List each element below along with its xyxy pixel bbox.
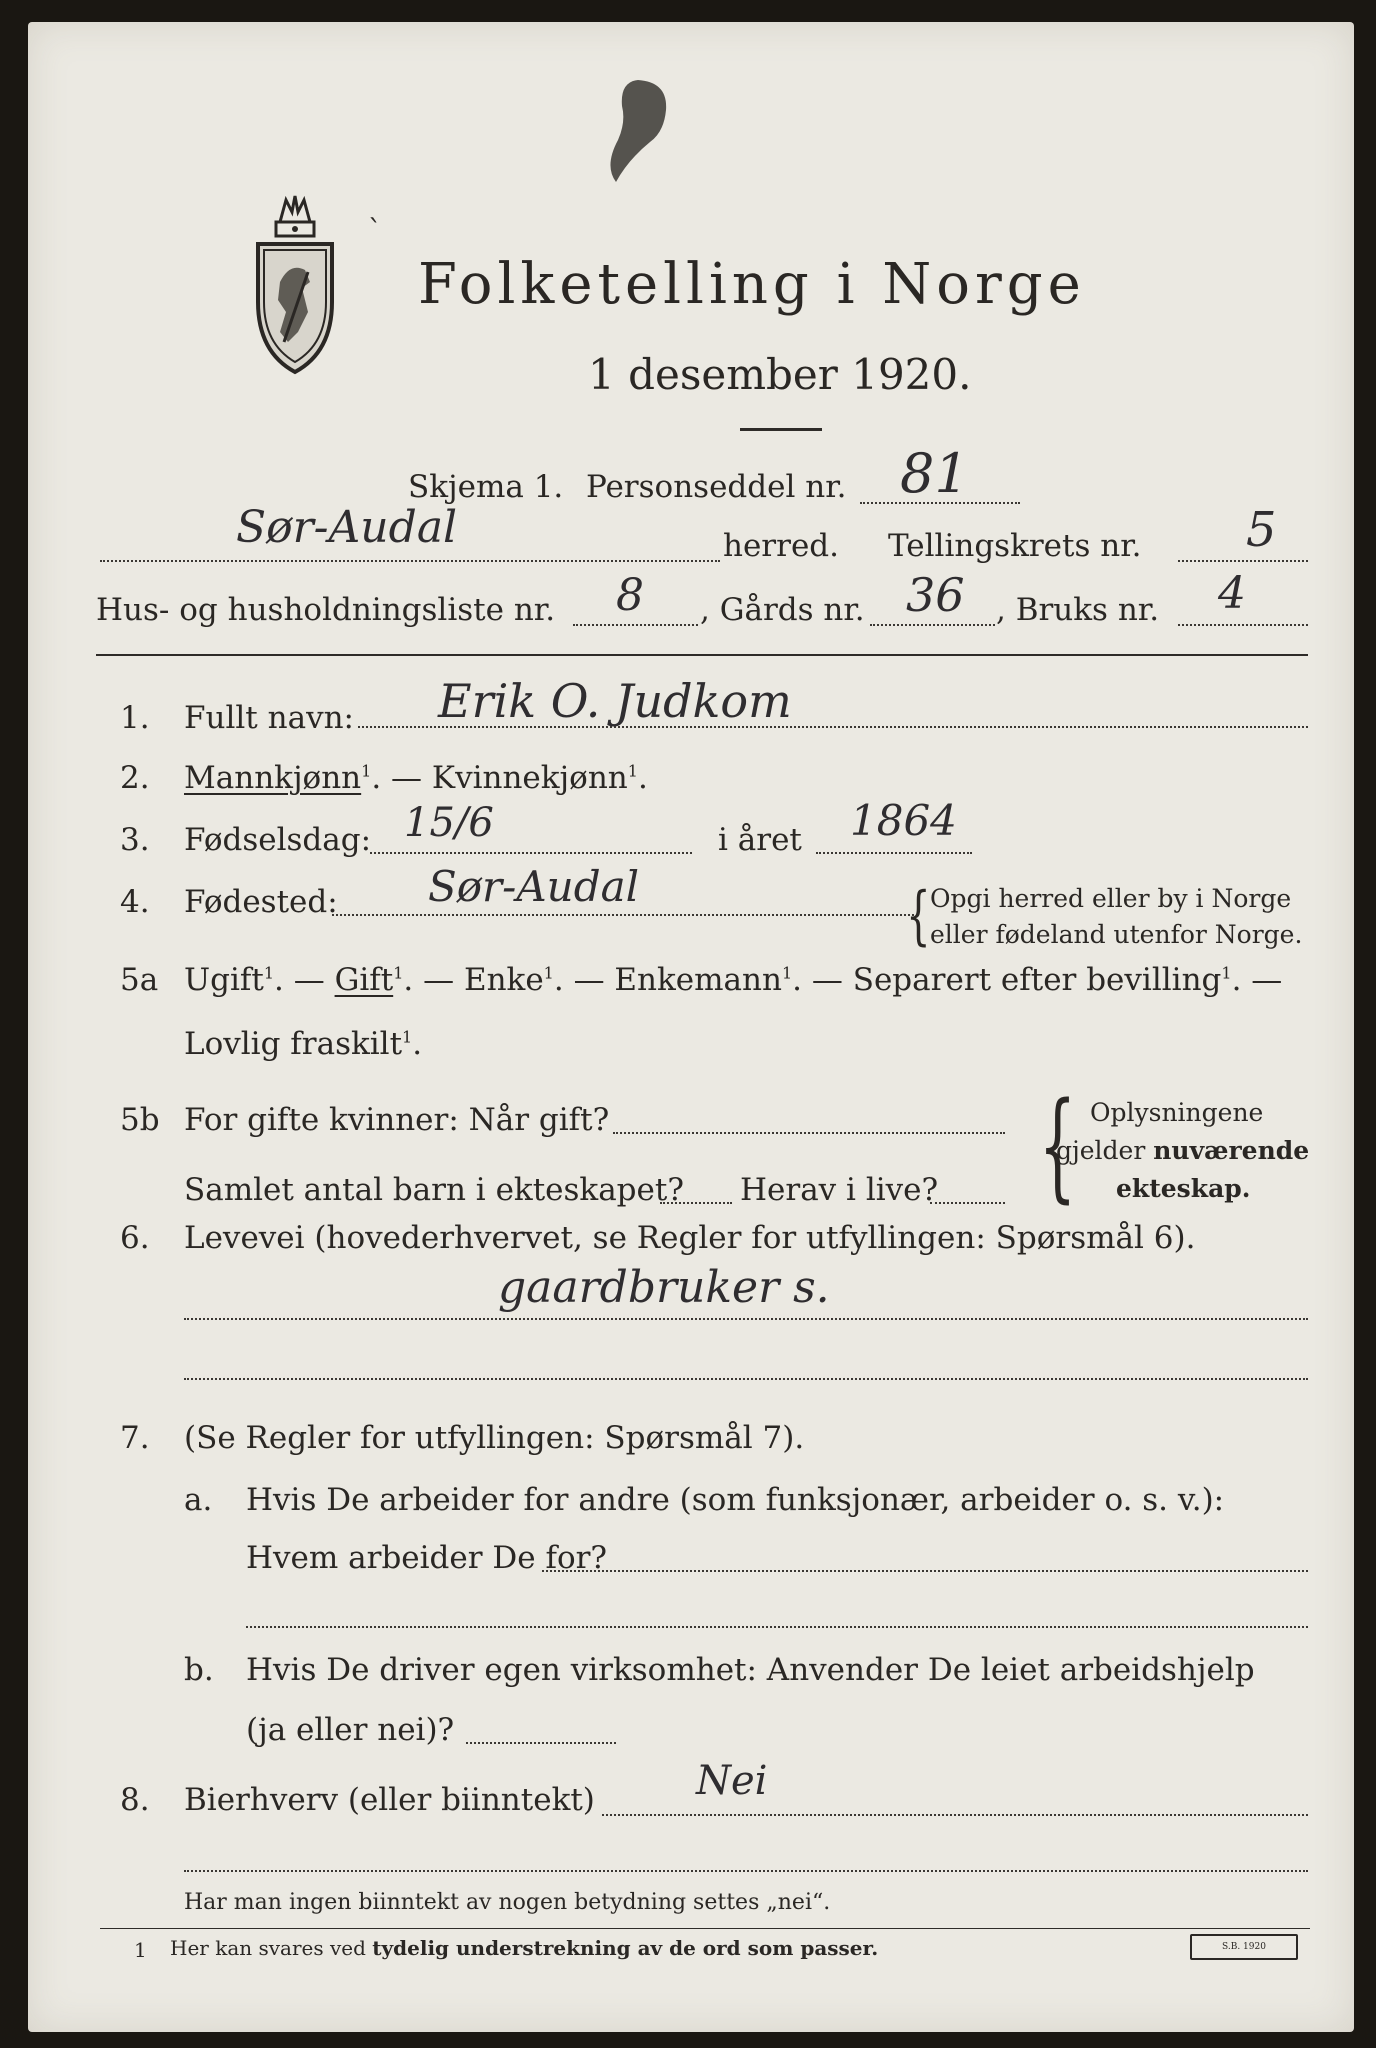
q5b-number: 5b	[120, 1102, 160, 1138]
hus-value: 8	[616, 570, 644, 621]
q8-note: Har man ingen biinntekt av nogen betydning settes „nei“.	[184, 1890, 831, 1915]
header-divider	[96, 654, 1308, 656]
q7-label: (Se Regler for utfyllingen: Spørsmål 7).	[184, 1420, 805, 1456]
q5a-options: Ugift$^1$. — Gift$^1$. — Enke$^1$. — Enkemann$^1$. — Separert efter bevilling$^1$. —	[184, 962, 1283, 998]
footnote-number: 1	[134, 1938, 147, 1962]
q4-line	[332, 914, 914, 916]
q1-number: 1.	[120, 700, 150, 736]
q5b-barn-line	[660, 1202, 732, 1204]
q2-kvinnekjonn: Kvinnekjønn	[431, 760, 628, 796]
q3-year-label: i året	[718, 822, 802, 858]
hus-line	[573, 624, 698, 626]
norwegian-coat-of-arms-icon	[250, 192, 340, 404]
herred-label: herred.	[723, 528, 839, 564]
q6-value: gaardbruker s.	[498, 1262, 830, 1313]
q7-number: 7.	[120, 1420, 150, 1456]
q2-options: Mannkjønn$^1$. — Kvinnekjønn$^1$.	[184, 760, 648, 796]
hus-label: Hus- og husholdningsliste nr.	[96, 592, 556, 628]
personseddel-value: 81	[900, 442, 969, 505]
q5a-number: 5a	[120, 962, 159, 998]
q5b-note-line1: Oplysningene	[1090, 1098, 1264, 1127]
q4-value: Sør-Audal	[428, 862, 640, 911]
printer-stamp: S.B. 1920	[1190, 1934, 1298, 1960]
q3-label: Fødselsdag:	[184, 822, 372, 858]
bruks-value: 4	[1218, 568, 1246, 619]
q6-line2	[184, 1378, 1308, 1380]
q5b-note-line3: ekteskap.	[1116, 1174, 1251, 1203]
census-date: 1 desember 1920.	[588, 350, 972, 399]
q6-number: 6.	[120, 1220, 150, 1256]
q4-label: Fødested:	[184, 884, 338, 920]
schema-label: Skjema 1.	[408, 469, 564, 505]
q2-mannkjonn: Mannkjønn	[184, 760, 362, 796]
q7b-line1: Hvis De driver egen virksomhet: Anvender De leiet arbeidshjelp	[246, 1652, 1255, 1688]
title-divider	[740, 428, 822, 431]
q7a-line1: Hvis De arbeider for andre (som funksjonær, arbeider o. s. v.):	[246, 1482, 1225, 1518]
q7a-answer-line1	[542, 1570, 1308, 1572]
q7b-line2: (ja eller nei)?	[246, 1712, 455, 1748]
tellingskrets-label: Tellingskrets nr.	[888, 528, 1142, 564]
q3-number: 3.	[120, 822, 150, 858]
tellingskrets-value: 5	[1246, 502, 1277, 558]
personseddel-label: Personseddel nr.	[586, 469, 847, 505]
q8-line1	[602, 1814, 1308, 1816]
herred-line	[100, 560, 720, 562]
q6-label: Levevei (hovederhvervet, se Regler for utfyllingen: Spørsmål 6).	[184, 1220, 1196, 1256]
q8-line2	[184, 1870, 1308, 1872]
q8-label: Bierhverv (eller biinntekt)	[184, 1782, 595, 1818]
q4-note-line1: Opgi herred eller by i Norge	[930, 884, 1292, 913]
ink-smudge-icon	[598, 70, 678, 190]
q1-label: Fullt navn:	[184, 700, 354, 736]
q5b-label3: Herav i live?	[740, 1172, 939, 1208]
q8-value: Nei	[696, 1758, 768, 1804]
footnote-divider	[100, 1928, 1310, 1929]
q5b-gift-line	[613, 1132, 1005, 1134]
gards-value: 36	[906, 568, 965, 622]
decorative-tick: `	[368, 214, 382, 247]
gards-line	[870, 624, 995, 626]
q5a-gift: Gift	[334, 962, 394, 998]
gards-label: , Gårds nr.	[700, 592, 865, 628]
q2-number: 2.	[120, 760, 150, 796]
census-form-page	[28, 22, 1354, 2032]
q5b-note-line2: gjelder nuværende	[1056, 1136, 1310, 1165]
bruks-label: , Bruks nr.	[996, 592, 1160, 628]
q6-line1	[184, 1318, 1308, 1320]
q3-year-line	[816, 852, 972, 854]
q7a-letter: a.	[184, 1482, 213, 1518]
q4-note-brace: {	[906, 879, 931, 953]
q3-year-value: 1864	[850, 796, 957, 845]
q4-note-line2: eller fødeland utenfor Norge.	[930, 920, 1303, 949]
tellingskrets-line	[1178, 560, 1308, 562]
q3-day-value: 15/6	[404, 800, 494, 846]
footnote-text: Her kan svares ved tydelig understrekning av de ord som passer.	[170, 1936, 879, 1960]
q5b-label1: For gifte kvinner: Når gift?	[184, 1102, 610, 1138]
form-title: Folketelling i Norge	[418, 252, 1086, 317]
q7a-answer-line2	[246, 1626, 1308, 1628]
q7a-line2: Hvem arbeider De for?	[246, 1540, 608, 1576]
q4-number: 4.	[120, 884, 150, 920]
q5a-fraskilt: Lovlig fraskilt$^1$.	[184, 1026, 423, 1062]
q7b-letter: b.	[184, 1652, 214, 1688]
q5b-note-brace: {	[1038, 1076, 1077, 1214]
bruks-line	[1178, 624, 1308, 626]
q3-day-line	[370, 852, 692, 854]
q7b-answer-line	[466, 1742, 616, 1744]
herred-value: Sør-Audal	[236, 502, 458, 553]
q1-value: Erik O. Judkom	[438, 674, 792, 728]
q5b-label2: Samlet antal barn i ekteskapet?	[184, 1172, 684, 1208]
q8-number: 8.	[120, 1782, 150, 1818]
q5b-ilive-line	[930, 1202, 1005, 1204]
